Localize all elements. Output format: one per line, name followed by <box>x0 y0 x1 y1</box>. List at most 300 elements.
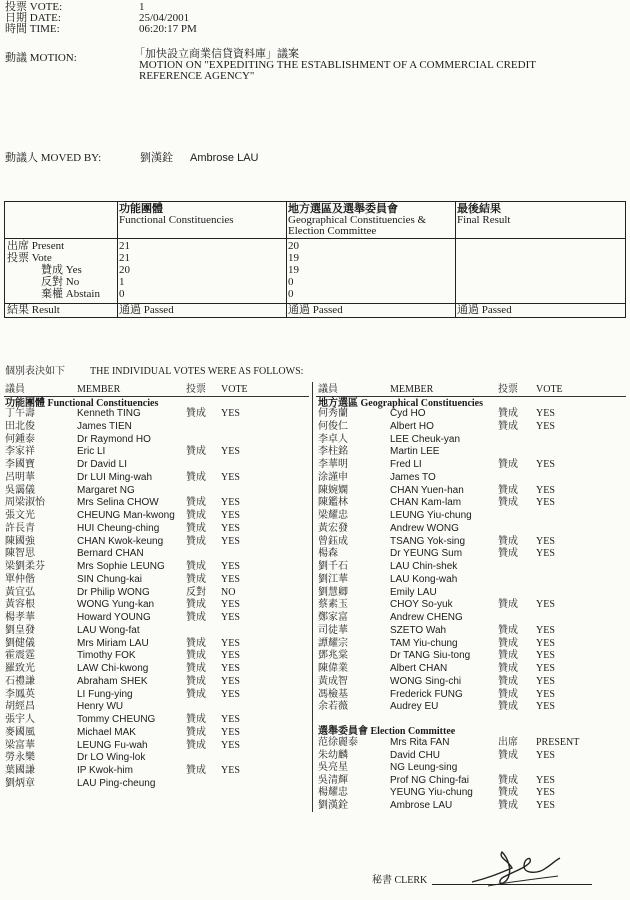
vote-zh: 贊成 <box>186 650 206 662</box>
member-name-zh: 李柱銘 <box>318 446 348 458</box>
row-label-no: 反對 No <box>41 276 80 288</box>
vote-zh: 贊成 <box>186 535 206 547</box>
member-name-zh: 陳國強 <box>5 535 35 547</box>
fc-member-row <box>5 638 305 651</box>
member-name-en: CHAN Kwok-keung <box>77 535 164 547</box>
member-name-zh: 丁午壽 <box>5 408 35 419</box>
vote-en: YES <box>536 420 555 432</box>
member-name-en: WONG Yung-kan <box>77 599 155 611</box>
gc-member-row <box>318 510 618 523</box>
vote-en: YES <box>221 650 240 662</box>
final-result: 通過 Passed <box>457 304 512 316</box>
member-name-zh: 張文光 <box>5 510 35 521</box>
vote-zh: 贊成 <box>186 497 206 509</box>
vote-header <box>5 1 265 34</box>
individual-heading-zh: 個別表決如下 <box>5 366 65 377</box>
member-name-en: Andrew WONG <box>390 522 459 534</box>
member-name-en: Dr YEUNG Sum <box>390 548 463 560</box>
fc-member-row <box>5 778 305 791</box>
member-name-en: James TIEN <box>77 420 132 432</box>
right-col-vote-zh: 投票 <box>498 384 518 395</box>
vote-en: YES <box>536 787 555 799</box>
gc-member-row <box>318 599 618 612</box>
fc-member-row <box>5 714 305 727</box>
fc-member-row <box>5 523 305 536</box>
fc-member-row <box>5 689 305 702</box>
time-value: 06:20:17 PM <box>139 23 197 35</box>
vote-zh: 贊成 <box>186 714 206 725</box>
member-name-zh: 李鳳英 <box>5 688 35 700</box>
member-name-en: Tommy CHEUNG <box>77 714 156 725</box>
vote-zh: 贊成 <box>186 739 206 751</box>
vote-en: YES <box>536 774 555 786</box>
member-name-zh: 吳清輝 <box>318 774 348 786</box>
vote-label: 投票 VOTE: <box>5 1 63 13</box>
member-name-en: TSANG Yok-sing <box>390 535 466 547</box>
gc-member-row <box>318 446 618 459</box>
member-name-zh: 楊孝華 <box>5 612 35 623</box>
member-name-zh: 霍震霆 <box>5 650 35 662</box>
member-name-zh: 涂謹申 <box>318 471 348 483</box>
fc-member-row <box>5 740 305 753</box>
vote-en: NO <box>221 586 236 598</box>
member-name-zh: 羅致光 <box>5 663 35 674</box>
member-name-en: HUI Cheung-ching <box>77 522 160 534</box>
vote-en: YES <box>221 726 240 738</box>
fc-member-row <box>5 650 305 663</box>
fc-yes: 20 <box>119 264 130 276</box>
member-name-en: Margaret NG <box>77 484 135 496</box>
fc-member-row <box>5 765 305 778</box>
vote-en: YES <box>221 561 240 572</box>
col-header-gc-en2: Election Committee <box>288 225 377 237</box>
row-label-vote: 投票 Vote <box>7 252 52 264</box>
gc-member-row <box>318 574 618 587</box>
vote-zh: 贊成 <box>498 548 518 560</box>
fc-member-row <box>5 701 305 714</box>
member-name-en: NG Leung-sing <box>390 762 458 774</box>
col-header-gc-zh: 地方選區及選舉委員會 <box>288 203 398 215</box>
fc-abstain: 0 <box>119 288 125 300</box>
gc-yes: 19 <box>288 264 299 276</box>
member-name-zh: 李國寶 <box>5 459 35 470</box>
member-name-zh: 黃宏發 <box>318 522 348 534</box>
ec-member-row <box>318 737 618 750</box>
member-name-en: LEUNG Fu-wah <box>77 739 148 751</box>
member-name-zh: 譚耀宗 <box>318 637 348 649</box>
fc-vote: 21 <box>119 252 130 264</box>
vote-zh: 贊成 <box>186 446 206 458</box>
gc-abstain: 0 <box>288 288 294 300</box>
vote-en: YES <box>536 599 555 611</box>
member-name-zh: 陳鑑林 <box>318 497 348 509</box>
vote-zh: 贊成 <box>186 675 206 687</box>
vote-zh: 贊成 <box>498 749 518 761</box>
member-name-en: LEE Cheuk-yan <box>390 433 461 445</box>
motion-title-en-line2: REFERENCE AGENCY" <box>139 70 255 82</box>
fc-member-row <box>5 497 305 510</box>
fc-member-row <box>5 752 305 765</box>
vote-zh: 贊成 <box>186 663 206 674</box>
fc-member-row <box>5 472 305 485</box>
member-name-zh: 何俊仁 <box>318 420 348 432</box>
vote-zh: 贊成 <box>186 561 206 572</box>
left-col-vote-en: VOTE <box>221 384 248 395</box>
ec-section-title: 選舉委員會 Election Committee <box>318 726 456 737</box>
motion-title-zh: 「加快設立商業信貸資料庫」議案 <box>134 48 299 60</box>
vote-zh: 贊成 <box>498 484 518 496</box>
member-name-en: Dr LUI Ming-wah <box>77 471 153 483</box>
vote-zh: 贊成 <box>498 663 518 674</box>
member-name-en: CHEUNG Man-kwong <box>77 510 175 521</box>
fc-member-row <box>5 485 305 498</box>
gc-member-row <box>318 408 618 421</box>
vote-en: PRESENT <box>536 737 580 748</box>
col-header-fc-zh: 功能團體 <box>119 203 163 215</box>
member-name-en: Bernard CHAN <box>77 548 144 560</box>
gc-member-row <box>318 689 618 702</box>
vote-en: YES <box>536 688 555 700</box>
fc-member-row <box>5 561 305 574</box>
left-header-rule <box>4 396 309 397</box>
member-name-zh: 黃成智 <box>318 675 348 687</box>
member-name-zh: 呂明華 <box>5 471 35 483</box>
member-name-en: Albert CHAN <box>390 663 448 674</box>
member-name-zh: 陳偉業 <box>318 663 348 674</box>
member-name-zh: 范徐麗泰 <box>318 737 358 748</box>
member-name-en: LAU Chin-shek <box>390 561 458 572</box>
vote-en: YES <box>536 701 555 713</box>
fc-member-row <box>5 446 305 459</box>
fc-member-row <box>5 574 305 587</box>
vote-en: YES <box>536 800 555 811</box>
moved-by-name-zh: 劉漢銓 <box>140 152 173 164</box>
ec-member-row <box>318 762 618 775</box>
member-name-en: YEUNG Yiu-chung <box>390 787 473 799</box>
gc-member-row <box>318 638 618 651</box>
member-name-zh: 葉國謙 <box>5 765 35 776</box>
member-name-zh: 張宇人 <box>5 714 35 725</box>
member-name-zh: 朱幼麟 <box>318 749 348 761</box>
vote-zh: 贊成 <box>498 624 518 636</box>
vote-en: YES <box>221 497 240 509</box>
member-name-en: Albert HO <box>390 420 434 432</box>
vote-en: YES <box>221 446 240 458</box>
vote-zh: 贊成 <box>498 800 518 811</box>
right-col-member-en: MEMBER <box>390 384 434 395</box>
moved-by-label: 動議人 MOVED BY: <box>5 152 102 164</box>
vote-en: YES <box>536 535 555 547</box>
date-row <box>5 12 265 23</box>
vote-zh: 贊成 <box>498 497 518 509</box>
member-name-en: Dr Raymond HO <box>77 433 151 445</box>
gc-member-row <box>318 701 618 714</box>
fc-no: 1 <box>119 276 125 288</box>
vote-zh: 贊成 <box>498 675 518 687</box>
member-name-en: Ambrose LAU <box>390 800 453 811</box>
vote-zh: 贊成 <box>498 420 518 432</box>
gc-vote: 19 <box>288 252 299 264</box>
gc-result: 通過 Passed <box>288 304 343 316</box>
right-header-rule <box>316 396 626 397</box>
fc-member-row <box>5 663 305 676</box>
gc-present: 20 <box>288 240 299 252</box>
gc-no: 0 <box>288 276 294 288</box>
motion-title-en-line1: MOTION ON "EXPEDITING THE ESTABLISHMENT OF A COMMERCIAL CREDIT <box>139 59 536 71</box>
vote-en: YES <box>221 675 240 687</box>
member-name-zh: 楊耀忠 <box>318 787 348 799</box>
vote-zh: 反對 <box>186 586 206 598</box>
member-name-en: LAU Wong-fat <box>77 624 140 636</box>
moved-by-name-en: Ambrose LAU <box>190 152 259 164</box>
vote-zh: 出席 <box>498 737 518 748</box>
fc-member-row <box>5 599 305 612</box>
gc-member-row <box>318 523 618 536</box>
member-name-en: IP Kwok-him <box>77 765 133 776</box>
vote-zh: 贊成 <box>186 471 206 483</box>
time-row <box>5 23 265 34</box>
fc-present: 21 <box>119 240 130 252</box>
member-name-zh: 劉漢銓 <box>318 800 348 811</box>
gc-member-row <box>318 536 618 549</box>
gc-member-row <box>318 548 618 561</box>
member-name-en: Howard YOUNG <box>77 612 151 623</box>
member-name-zh: 周梁淑怡 <box>5 497 45 509</box>
result-table <box>4 201 626 318</box>
member-name-en: Kenneth TING <box>77 408 141 419</box>
vote-value: 1 <box>139 1 145 13</box>
gc-member-row <box>318 625 618 638</box>
fc-section-title: 功能團體 Functional Constituencies <box>5 398 159 409</box>
member-name-en: Audrey EU <box>390 701 439 713</box>
gc-member-row <box>318 434 618 447</box>
fc-member-row <box>5 421 305 434</box>
member-name-en: Dr David LI <box>77 459 128 470</box>
row-label-present: 出席 Present <box>7 240 65 252</box>
gc-member-row <box>318 663 618 676</box>
member-name-zh: 何秀蘭 <box>318 408 348 419</box>
member-name-en: LAU Kong-wah <box>390 573 458 585</box>
member-name-zh: 鄭家富 <box>318 612 348 623</box>
gc-member-row <box>318 421 618 434</box>
member-name-en: Dr TANG Siu-tong <box>390 650 471 662</box>
vote-zh: 贊成 <box>186 573 206 585</box>
vote-en: YES <box>221 522 240 534</box>
vote-en: YES <box>221 408 240 419</box>
member-name-en: LEUNG Yiu-chung <box>390 510 472 521</box>
member-name-en: SZETO Wah <box>390 624 447 636</box>
vote-zh: 贊成 <box>498 688 518 700</box>
fc-member-row <box>5 587 305 600</box>
gc-member-row <box>318 612 618 625</box>
vote-zh: 贊成 <box>498 637 518 649</box>
member-name-en: Henry WU <box>77 701 124 713</box>
gc-section-title: 地方選區 Geographical Constituencies <box>318 398 483 409</box>
member-name-en: David CHU <box>390 749 441 761</box>
fc-member-row <box>5 676 305 689</box>
vote-en: YES <box>536 675 555 687</box>
row-label-abstain: 棄權 Abstain <box>41 288 100 300</box>
member-name-zh: 黃容根 <box>5 599 35 611</box>
gc-member-row <box>318 459 618 472</box>
member-name-zh: 麥國風 <box>5 726 35 738</box>
right-col-member-zh: 議員 <box>318 384 338 395</box>
member-name-en: LAU Ping-cheung <box>77 777 156 789</box>
vote-zh: 贊成 <box>186 612 206 623</box>
member-name-zh: 劉千石 <box>318 561 348 572</box>
member-name-en: Prof NG Ching-fai <box>390 774 469 786</box>
member-name-en: WONG Sing-chi <box>390 675 462 687</box>
member-name-en: Timothy FOK <box>77 650 136 662</box>
vote-zh: 贊成 <box>186 637 206 649</box>
col-header-final-zh: 最後結果 <box>457 203 501 215</box>
member-name-zh: 梁富華 <box>5 739 35 751</box>
vote-en: YES <box>536 650 555 662</box>
member-name-en: CHOY So-yuk <box>390 599 453 611</box>
fc-member-row <box>5 536 305 549</box>
member-name-zh: 余若薇 <box>318 701 348 713</box>
member-name-en: Dr Philip WONG <box>77 586 150 598</box>
vote-en: YES <box>221 535 240 547</box>
vote-en: YES <box>221 471 240 483</box>
member-name-zh: 劉健儀 <box>5 637 35 649</box>
member-name-en: SIN Chung-kai <box>77 573 143 585</box>
vote-en: YES <box>536 749 555 761</box>
column-divider <box>312 382 313 812</box>
member-name-zh: 勞永樂 <box>5 752 35 764</box>
member-name-zh: 石禮謙 <box>5 675 35 687</box>
member-name-zh: 陳智思 <box>5 548 35 560</box>
member-name-zh: 黃宜弘 <box>5 586 35 598</box>
date-value: 25/04/2001 <box>139 12 190 24</box>
row-label-yes: 贊成 Yes <box>41 264 82 276</box>
gc-member-row <box>318 561 618 574</box>
member-name-en: LI Fung-ying <box>77 688 133 700</box>
vote-en: YES <box>536 459 555 470</box>
member-name-en: Frederick FUNG <box>390 688 463 700</box>
member-name-zh: 梁耀忠 <box>318 510 348 521</box>
member-name-en: Martin LEE <box>390 446 440 458</box>
vote-zh: 贊成 <box>186 765 206 776</box>
member-name-zh: 許長青 <box>5 522 35 534</box>
vote-zh: 贊成 <box>498 787 518 799</box>
member-name-en: Michael MAK <box>77 726 136 738</box>
member-name-en: Cyd HO <box>390 408 426 419</box>
fc-member-row <box>5 727 305 740</box>
vote-number-row <box>5 1 265 12</box>
member-name-zh: 單仲偕 <box>5 573 35 585</box>
vote-en: YES <box>536 484 555 496</box>
vote-en: YES <box>221 714 240 725</box>
fc-result: 通過 Passed <box>119 304 174 316</box>
gc-member-row <box>318 485 618 498</box>
member-name-zh: 田北俊 <box>5 420 35 432</box>
vote-zh: 贊成 <box>498 599 518 611</box>
fc-member-row <box>5 408 305 421</box>
member-name-en: James TO <box>390 471 436 483</box>
vote-en: YES <box>221 765 240 776</box>
member-name-zh: 劉炳章 <box>5 777 35 789</box>
member-name-zh: 劉江華 <box>318 573 348 585</box>
member-name-zh: 胡經昌 <box>5 701 35 713</box>
member-name-en: Mrs Sophie LEUNG <box>77 561 165 572</box>
ec-member-row <box>318 750 618 763</box>
vote-zh: 贊成 <box>186 522 206 534</box>
member-name-en: Mrs Miriam LAU <box>77 637 149 649</box>
ec-member-row <box>318 775 618 788</box>
member-name-en: TAM Yiu-chung <box>390 637 458 649</box>
fc-member-row <box>5 612 305 625</box>
member-name-zh: 李家祥 <box>5 446 35 458</box>
member-name-zh: 何鍾泰 <box>5 433 35 445</box>
member-name-en: Abraham SHEK <box>77 675 148 687</box>
gc-member-row <box>318 497 618 510</box>
time-label: 時間 TIME: <box>5 23 60 35</box>
member-name-zh: 吳靄儀 <box>5 484 35 496</box>
vote-zh: 贊成 <box>498 459 518 470</box>
member-name-en: Andrew CHENG <box>390 612 463 623</box>
fc-member-row <box>5 434 305 447</box>
member-name-en: Fred LI <box>390 459 422 470</box>
member-name-en: Mrs Rita FAN <box>390 737 450 748</box>
vote-zh: 贊成 <box>186 688 206 700</box>
vote-en: YES <box>221 573 240 585</box>
gc-member-row <box>318 587 618 600</box>
gc-member-row <box>318 676 618 689</box>
right-col-vote-en: VOTE <box>536 384 563 395</box>
vote-en: YES <box>536 637 555 649</box>
clerk-signature <box>468 848 564 890</box>
row-label-result: 結果 Result <box>7 304 60 316</box>
individual-heading-en: THE INDIVIDUAL VOTES WERE AS FOLLOWS: <box>90 366 304 377</box>
left-col-member-en: MEMBER <box>77 384 121 395</box>
member-name-zh: 鄧兆棠 <box>318 650 348 662</box>
vote-en: YES <box>221 663 240 674</box>
fc-member-row <box>5 548 305 561</box>
gc-member-row <box>318 650 618 663</box>
clerk-label: 秘書 CLERK <box>372 875 428 886</box>
vote-zh: 贊成 <box>186 599 206 611</box>
member-name-en: Eric LI <box>77 446 106 458</box>
member-name-zh: 楊森 <box>318 548 338 560</box>
motion-label: 動議 MOTION: <box>5 52 77 64</box>
date-label: 日期 DATE: <box>5 12 61 24</box>
member-name-en: LAW Chi-kwong <box>77 663 149 674</box>
member-name-en: Dr LO Wing-lok <box>77 752 146 764</box>
vote-en: YES <box>536 663 555 674</box>
member-name-zh: 馮檢基 <box>318 688 348 700</box>
vote-en: YES <box>221 510 240 521</box>
vote-zh: 贊成 <box>186 408 206 419</box>
left-col-member-zh: 議員 <box>5 384 25 395</box>
member-name-en: CHAN Kam-lam <box>390 497 462 509</box>
member-name-en: Mrs Selina CHOW <box>77 497 159 509</box>
member-name-zh: 司徒華 <box>318 624 348 636</box>
member-name-zh: 陳婉嫻 <box>318 484 348 496</box>
vote-zh: 贊成 <box>498 535 518 547</box>
vote-en: YES <box>536 548 555 560</box>
vote-zh: 贊成 <box>186 726 206 738</box>
fc-member-row <box>5 625 305 638</box>
vote-zh: 贊成 <box>498 650 518 662</box>
vote-zh: 贊成 <box>498 701 518 713</box>
left-col-vote-zh: 投票 <box>186 384 206 395</box>
member-name-en: CHAN Yuen-han <box>390 484 464 496</box>
col-header-final-en: Final Result <box>457 214 511 226</box>
vote-zh: 贊成 <box>186 510 206 521</box>
vote-en: YES <box>221 688 240 700</box>
vote-en: YES <box>221 739 240 751</box>
